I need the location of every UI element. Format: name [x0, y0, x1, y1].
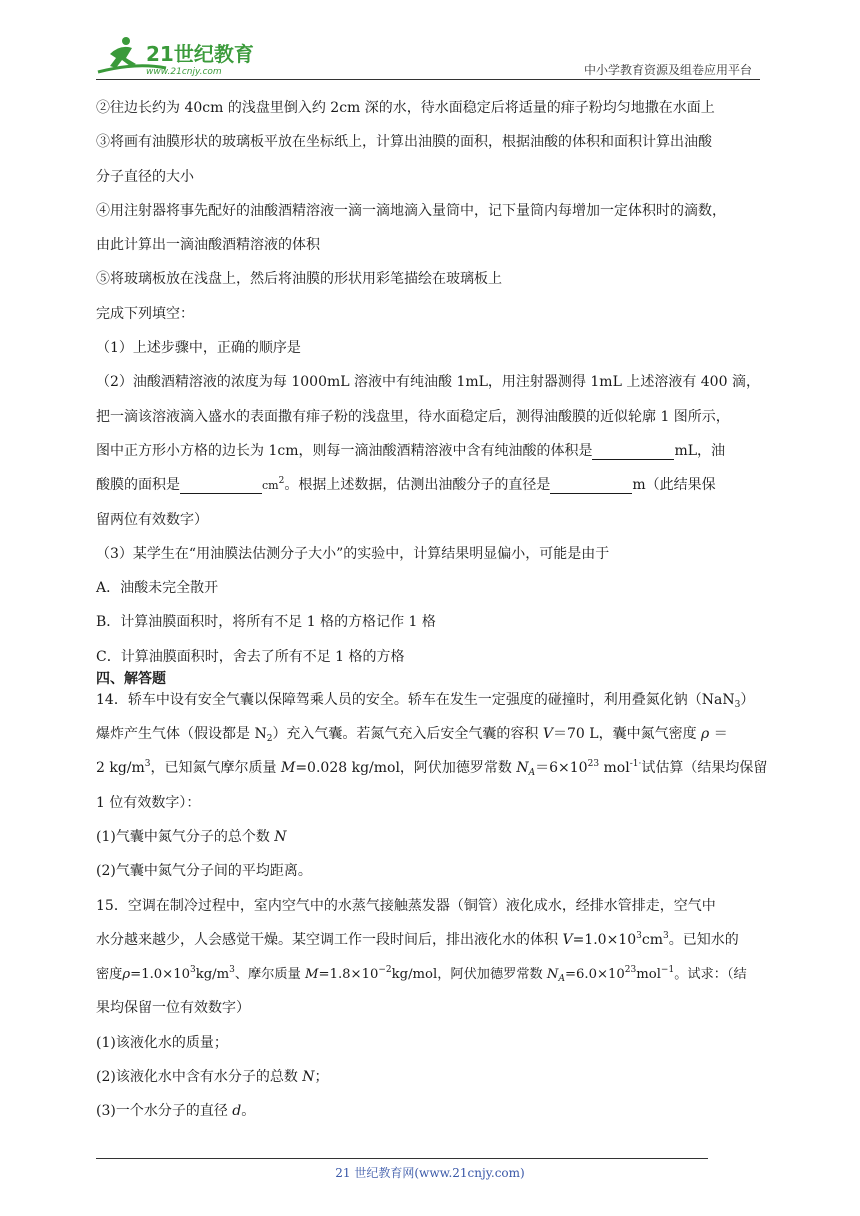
q15-part1: (1)该液化水的质量； [96, 1034, 228, 1051]
step-4-line2: 由此计算出一滴油酸酒精溶液的体积 [96, 237, 320, 254]
q15-part3: (3)一个水分子的直径 d。 [96, 1103, 256, 1120]
q13-part3: （3）某学生在“用油膜法估测分子大小”的实验中，计算结果明显偏小，可能是由于 [96, 545, 610, 562]
q13-part2-line1: （2）油酸酒精溶液的浓度为每 1000mL 溶液中有纯油酸 1mL，用注射器测得 1mL 上述溶液有 400 滴， [96, 374, 760, 391]
answer-blank-area[interactable] [180, 479, 262, 494]
q14-line1: 14．轿车中设有安全气囊以保障驾乘人员的安全。轿车在发生一定强度的碰撞时，利用叠氮化钠（NaN$_3$） [96, 691, 755, 710]
q15-line4: 果均保留一位有效数字） [96, 1000, 250, 1017]
step-5: ⑤将玻璃板放在浅盘上，然后将油膜的形状用彩笔描绘在玻璃板上 [96, 271, 502, 288]
q13-intro: 完成下列填空： [96, 305, 194, 322]
q15-line3: 密度$\rho=1.0\times 10^3kg/m^3$、摩尔质量 $M=1.8\times 10^{-2}kg$/mol，阿伏加德罗常数 $N_A=6.0\times 10^{23}mol^{-1}$。试求：（结 [96, 965, 747, 985]
q13-part2-line3: 图中正方形小方格的边长为 1cm，则每一滴油酸酒精溶液中含有纯油酸的体积是 mL，油 [96, 442, 726, 459]
platform-name: 中小学教育资源及组卷应用平台 [583, 63, 752, 77]
q13-part2-line4: 酸膜的面积是 $cm^2$。根据上述数据，估测出油酸分子的直径是 m（此结果保 [96, 476, 716, 494]
step-3-line1: ③将画有油膜形状的玻璃板平放在坐标纸上，计算出油膜的面积，根据油酸的体积和面积计算出油酸 [96, 134, 712, 151]
q14-line2: 爆炸产生气体（假设都是 $N_2$）充入气囊。若氮气充入后安全气囊的容积 V＝70 L，囊中氮气密度 ρ ＝ [96, 726, 728, 745]
q15-line1: 15．空调在制冷过程中，室内空气中的水蒸气接触蒸发器（铜管）液化成水，经排水管排走，空气中 [96, 897, 716, 914]
q13-part2-line2: 把一滴该溶液滴入盛水的表面撒有痱子粉的浅盘里，待水面稳定后，测得油酸膜的近似轮廓 1 图所示， [96, 408, 730, 425]
logo-text: 21世纪教育 [146, 42, 254, 66]
footer-divider [96, 1158, 708, 1159]
answer-blank-volume[interactable] [592, 445, 674, 460]
answer-blank-diameter[interactable] [550, 479, 632, 494]
logo-21cnjy [96, 34, 256, 78]
q13-option-a: A．油酸未完全散开 [96, 580, 219, 597]
page-header [96, 34, 760, 80]
document-body [96, 100, 768, 1138]
q13-part1: （1）上述步骤中，正确的顺序是 [96, 340, 301, 357]
page-footer[interactable]: 21 世纪教育网(www.21cnjy.com) [335, 1166, 525, 1180]
step-2: ②往边长约为 40cm 的浅盘里倒入约 2cm 深的水，待水面稳定后将适量的痱子粉均匀地撒在水面上 [96, 100, 715, 116]
q15-line2: 水分越来越少，人会感觉干燥。某空调工作一段时间后，排出液化水的体积 $V=1.0\times 10^3cm^3$。已知水的 [96, 930, 739, 948]
step-4-line1: ④用注射器将事先配好的油酸酒精溶液一滴一滴地滴入量筒中，记下量筒内每增加一定体积时的滴数， [96, 202, 726, 219]
logo-url: www.21cnjy.com [146, 67, 222, 77]
step-3-line2: 分子直径的大小 [96, 168, 194, 185]
section-title: 四、解答题 [96, 670, 166, 687]
q15-part2: (2)该液化水中含有水分子的总数 N； [96, 1069, 329, 1086]
q14-part1: (1)气囊中氮气分子的总个数 N [96, 828, 287, 845]
q14-line4: 1 位有效数字）： [96, 794, 201, 811]
q13-part2-line5: 留两位有效数字） [96, 511, 208, 528]
q13-option-c: C．计算油膜面积时，舍去了所有不足 1 格的方格 [96, 648, 405, 665]
q14-line3: 2 $kg/m^3$，已知氮气摩尔质量 M=0.028 kg/mol，阿伏加德罗常数 $N_A=6\times 10^{23}$ mol$^{-1\cdot}$试估算（结果均保留 [96, 759, 768, 779]
q13-option-b: B．计算油膜面积时，将所有不足 1 格的方格记作 1 格 [96, 614, 436, 631]
q14-part2: (2)气囊中氮气分子间的平均距离。 [96, 863, 312, 880]
header-divider [96, 79, 760, 80]
